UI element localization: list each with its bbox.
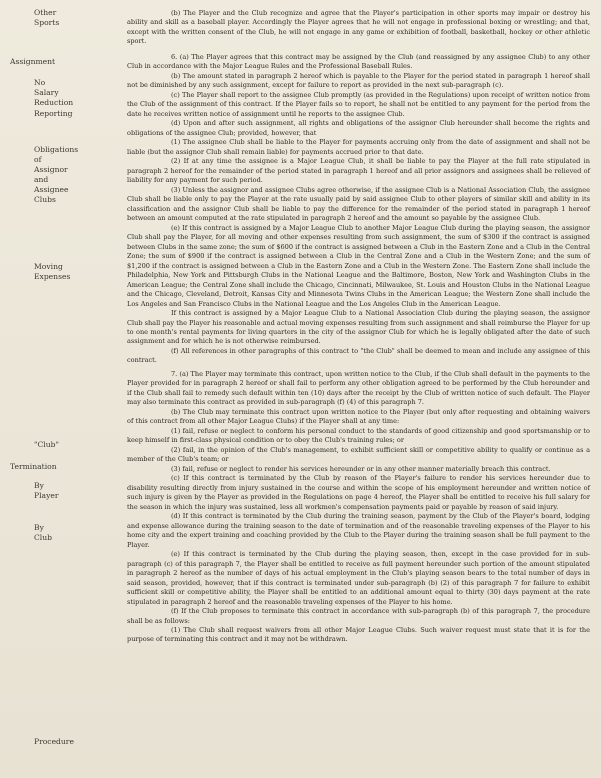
contract-body [127,9,590,645]
margin-by-player: By Player [34,481,59,500]
paragraph-5b: (b) The Player and the Club recognize and agree that the Player's participation in other sports may impair or destroy his ability and skill as a baseball player. Accordingly the Player agrees that he will not engage in professional boxing or wrestling; and that, except with the written consent of the Club, he will not engage in any game or exhibition of football, basketball, hockey or other athletic sport. [127,9,590,46]
margin-termination: Termination [10,462,57,471]
margin-assignment: Assignment [10,57,56,66]
margin-other-sports: Other Sports [34,8,60,27]
paragraph-7b-3: (3) fail, refuse or neglect to render his services hereunder or in any other manner materially breach this contract. [171,464,551,473]
paragraph-6f: (f) All references in other paragraphs of this contract to "the Club" shall be deemed to mean and include any assignee of this contract. [127,346,590,365]
paragraph-6a: 6. (a) The Player agrees that this contract may be assigned by the Club (and reassigned by any assignee Club) to any other Club in accordance with the Major League Rules and the Professional Baseball Rules. [127,52,590,71]
margin-by-club: By Club [34,523,52,542]
paragraph-6e-national: If this contract is assigned by a Major League Club to a National Association Club during the playing season, the assignor Club shall pay the Player his reasonable and actual moving expenses resulting from such assignment and shall reimburse the Player for up to one month's rental payments for living quarters in the city of the assignor Club for which he is legally obligated after the date of such assignment and for which he is not otherwise reimbursed. [127,309,590,346]
paragraph-7b: (b) The Club may terminate this contract upon written notice to the Player (but only after requesting and obtaining waivers of this contract from all other Major League Clubs) if the Player shall at any time: [127,407,590,426]
margin-no-salary-reduction: No Salary Reduction [34,78,74,107]
paragraph-6e: (e) If this contract is assigned by a Major League Club to another Major League Club during the playing season, the assignor Club shall pay the Player, for all moving and other expenses resulting from such assignment, the sum of $300 if the contract is assigned between Clubs in the same zone; the sum of $600 if the contract is assigned between a Club in the Eastern Zone and a Club in the Central Zone; the sum of $900 if the contract is assigned between a Club in the Central Zone and a Club in the Western Zone; and the sum of $1,200 if the contract is assigned between a Club in the Eastern Zone and a Club in the Western Zone. The Eastern Zone shall include the Philadelphia, New York and Pittsburgh Clubs in the National League and the Baltimore, Boston, New York and Washington Clubs in the American League; the Central Zone shall include the Chicago, Cincinnati, Milwaukee, St. Louis and Houston Clubs in the National League and the Chicago, Cleveland, Detroit, Kansas City and Minnesota Twins Clubs in the American League; the Western Zone shall include the Los Angeles and San Francisco Clubs in the National League and the Los Angeles Club in the American League. [127,223,590,308]
margin-club-definition: "Club" [34,440,59,449]
margin-procedure: Procedure [34,737,74,746]
paragraph-7f-1: (1) The Club shall request waivers from all other Major League Clubs. Such waiver request must state that it is for the purpose of terminating this contract and it may not be withdrawn. [127,626,590,644]
paragraph-6d-3: (3) Unless the assignor and assignee Clubs agree otherwise, if the assignee Club is a National Association Club, the assignee Club shall be liable only to pay the Player at the rate usually paid by said assignee Club to other players of similar skill and ability in its classification and the assignor Club shall be liable to pay the difference for the remainder of the period stated in paragraph 1 hereof between an amount computed at the rate stipulated in paragraph 2 hereof and the amount so payable by the assignee Club. [127,185,590,223]
margin-obligations: Obligations of Assignor and Assignee Clubs [34,145,79,204]
margin-reporting: Reporting [34,109,73,118]
paragraph-6d-2: (2) If at any time the assignee is a Major League Club, it shall be liable to pay the Player at the full rate stipulated in paragraph 2 hereof for the remainder of the period stated in paragraph 1 hereof and all prior assignors and assignees shall be relieved of liability for any payment for such period. [127,157,590,185]
margin-moving-expenses: Moving Expenses [34,262,71,281]
paragraph-7d: (d) If this contract is terminated by the Club during the training season, payment by the Club of the Player's board, lodging and expense allowance during the training season to the date of termination and of the reasonable traveling expenses of the Player to his home city and the expert training and coaching provided by the Club to the Player during the training season shall be full payment to the Player. [127,512,590,549]
paragraph-6d: (d) Upon and after such assignment, all rights and obligations of the assignor Club hereunder shall become the rights and obligations of the assignee Club; provided, however, that [127,119,590,137]
paragraph-7c: (c) If this contract is terminated by the Club by reason of the Player's failure to render his services hereunder due to disability resulting directly from injury sustained in the course and within the scope of his employment hereunder and written notice of such injury is given by the Player as provided in the Regulations on page 4 hereof, the Player shall be entitled to receive his full salary for the season in which the injury was sustained, less all workmen's compensation payments paid or payable by reason of said injury. [127,474,590,511]
paragraph-6d-1: (1) The assignee Club shall be liable to the Player for payments accruing only from the date of assignment and shall not be liable (but the assignor Club shall remain liable) for payments accrued prior to that date. [127,138,590,156]
paragraph-7f: (f) If the Club proposes to terminate this contract in accordance with sub-paragraph (b) of this paragraph 7, the procedure shall be as follows: [127,607,590,625]
paragraph-7b-2: (2) fail, in the opinion of the Club's management, to exhibit sufficient skill or competitive ability to qualify or continue as a member of the Club's team; or [127,445,590,464]
paragraph-6b: (b) The amount stated in paragraph 2 hereof which is payable to the Player for the period stated in paragraph 1 hereof shall not be diminished by any such assignment, except for failure to report as provided in the next sub-paragraph (c). [127,71,590,90]
paragraph-6c: (c) The Player shall report to the assignee Club promptly (as provided in the Regulations) upon receipt of written notice from the Club of the assignment of this contract. If the Player fails so to report, he shall not be entitled to any payment for the period from the date he receives written notice of assignment until he reports to the assignee Club. [127,90,590,118]
paragraph-7e: (e) If this contract is terminated by the Club during the playing season, then, except in the case provided for in sub-paragraph (c) of this paragraph 7, the Player shall be entitled to receive as full payment hereunder such portion of the amount stipulated in paragraph 2 hereof as the number of days of his actual employment in the Club's playing season bears to the total number of days in said season, provided, however, that if this contract is terminated under sub-paragraph (b) (2) of this paragraph 7 for failure to exhibit sufficient skill or competitive ability, the Player shall be entitled to an additional amount equal to thirty (30) days payment at the rate stipulated in paragraph 2 hereof and the reasonable traveling expenses of the Player to his home. [127,550,590,606]
paragraph-7b-1: (1) fail, refuse or neglect to conform his personal conduct to the standards of good citizenship and good sportsmanship or to keep himself in first-class physical condition or to obey the Club's training rules; or [127,426,590,445]
paragraph-7a: 7. (a) The Player may terminate this contract, upon written notice to the Club, if the Club shall default in the payments to the Player provided for in paragraph 2 hereof or shall fail to perform any other obligation agreed to be performed by the Club hereunder and if the Club shall fail to remedy such default within ten (10) days after the receipt by the Club of written notice of such default. The Player may also terminate this contract as provided in sub-paragraph (f) (4) of this paragraph 7. [127,369,590,407]
